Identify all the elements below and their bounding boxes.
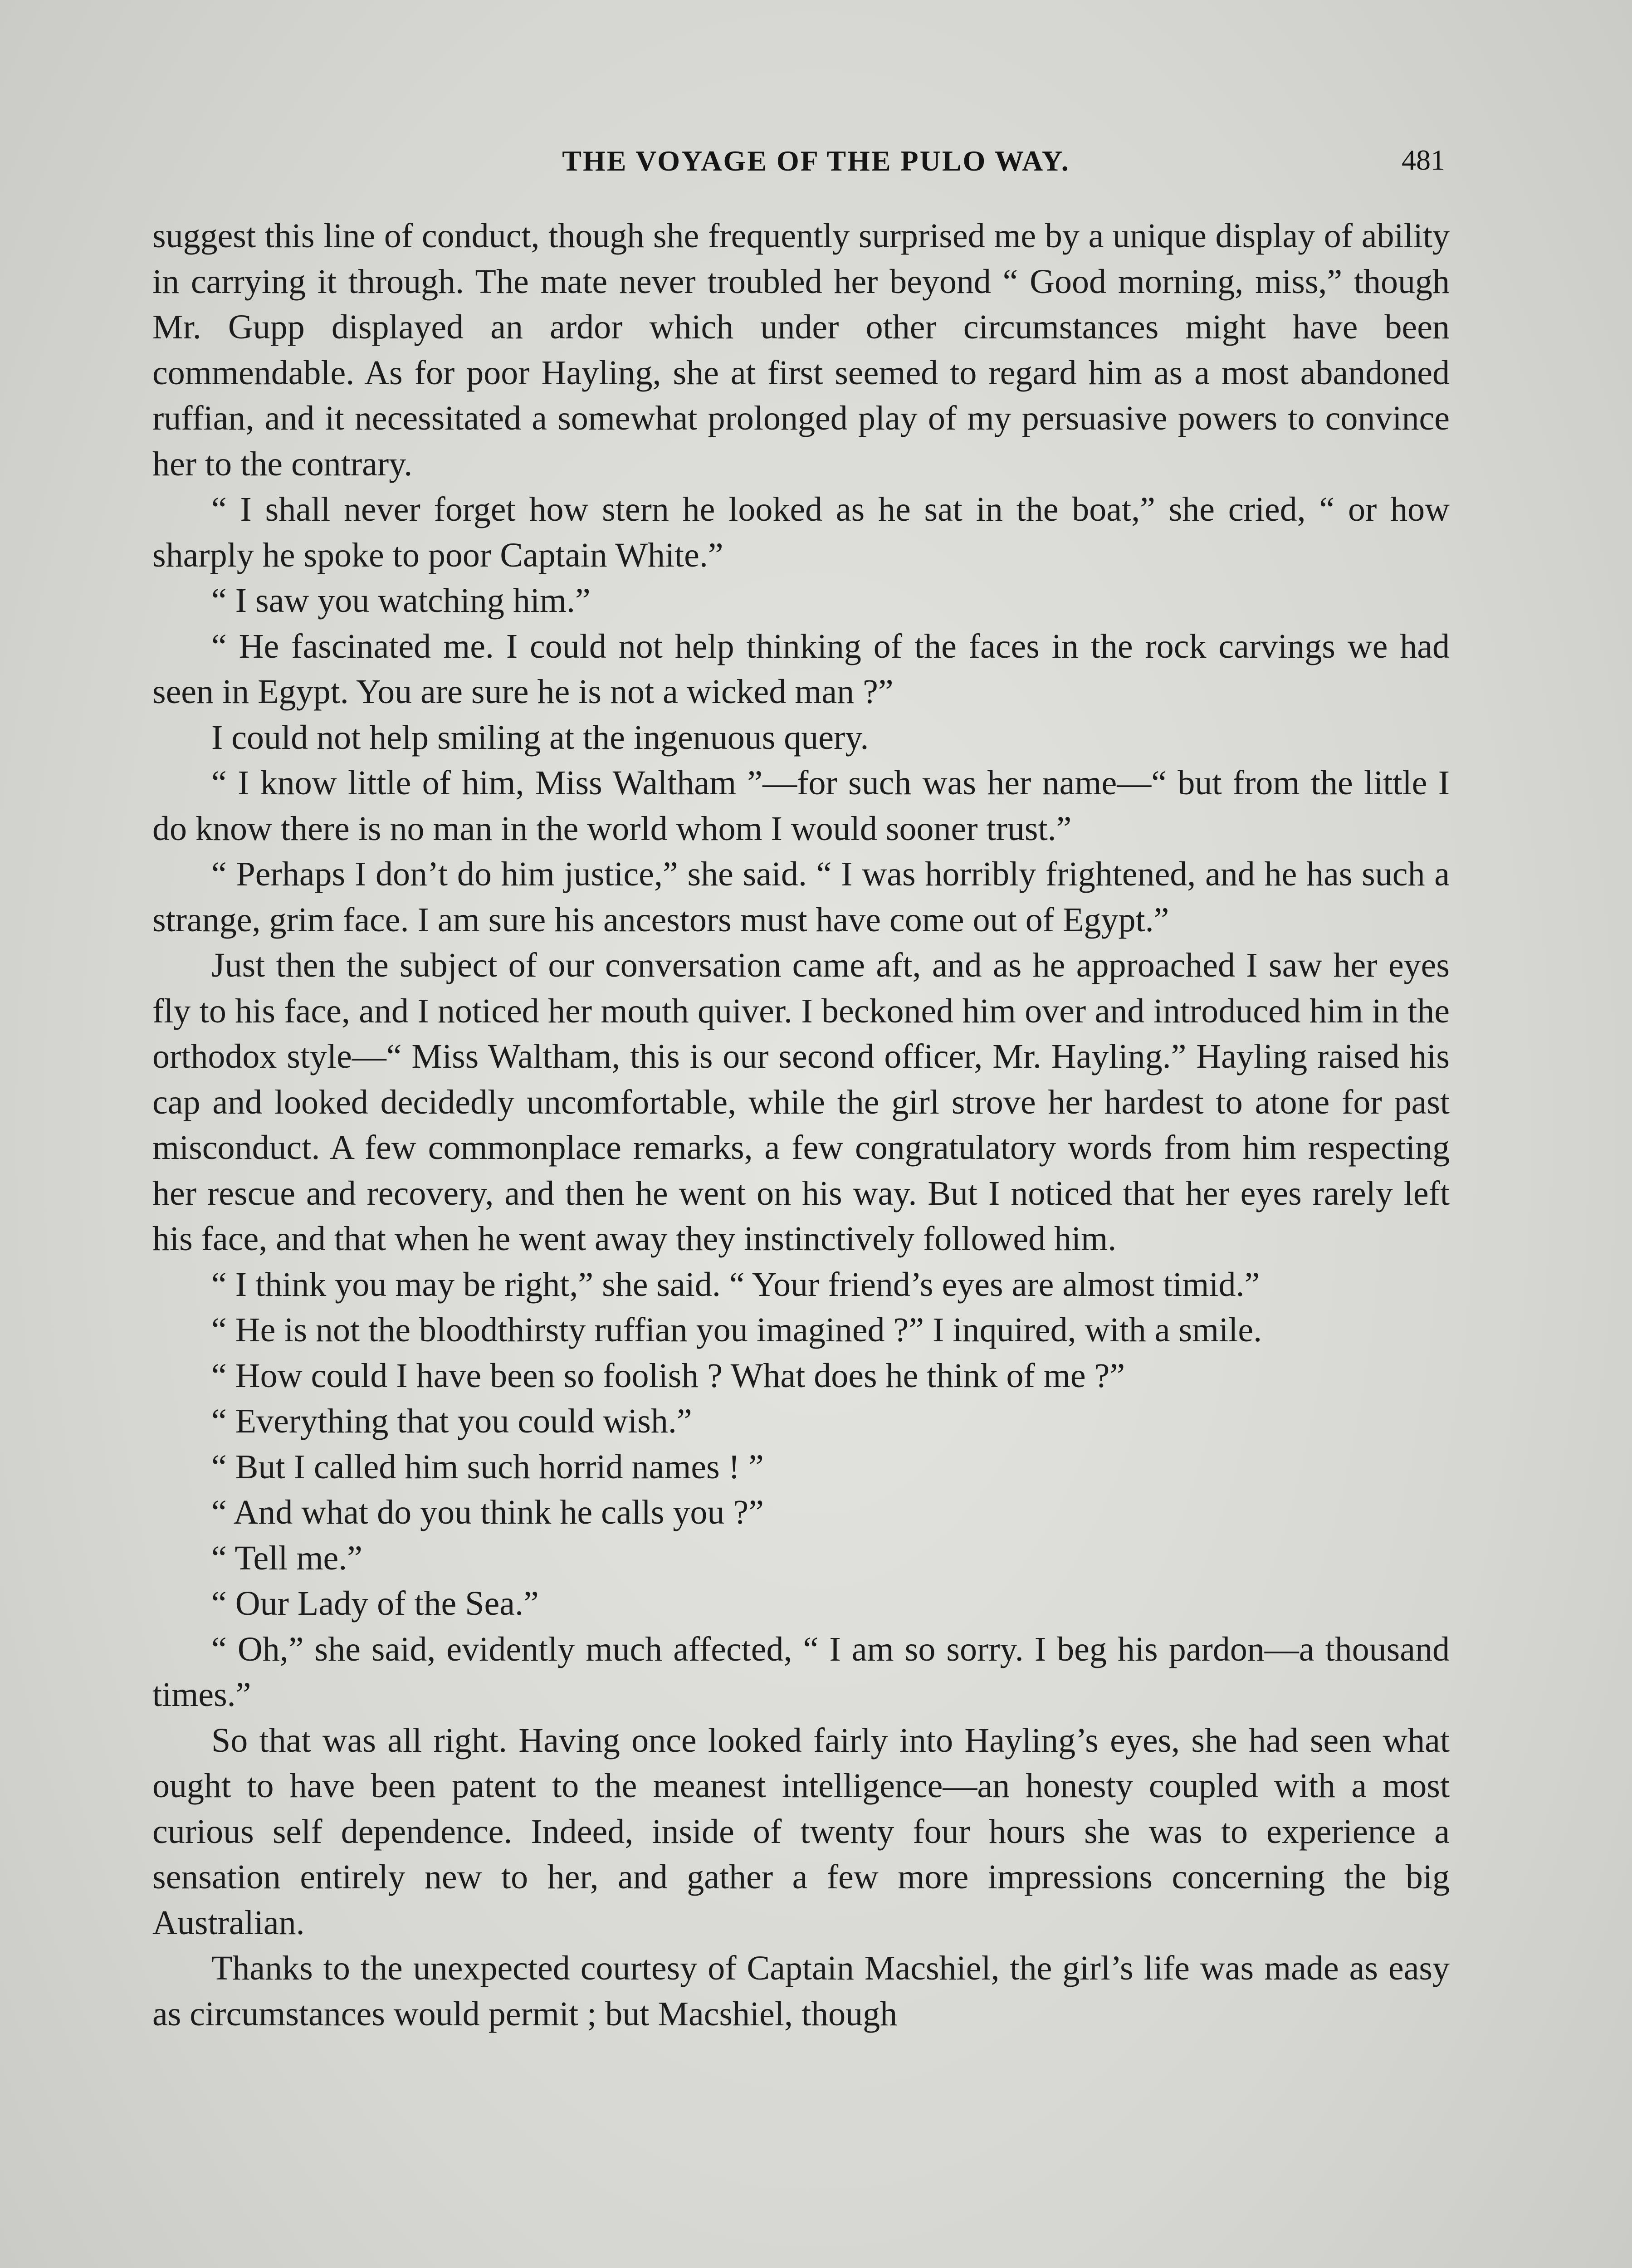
paragraph: “ Our Lady of the Sea.” bbox=[211, 1584, 539, 1623]
paragraph: “ Tell me.” bbox=[211, 1539, 363, 1577]
paragraph: “ I think you may be right,” she said. “ Your friend’s eyes are almost timid.” bbox=[211, 1265, 1260, 1304]
page-number: 481 bbox=[1402, 144, 1445, 176]
paragraph: suggest this line of conduct, though she frequently surprised me by a unique display of ability in carrying it through. The mate never troubled her beyond “ Good morning, miss,” though Mr. Gupp displayed an ardor which under other circumstances might have been commendable. As for poor Hayling, she at first seemed to regard him as a most abandoned ruffian, and it necessitated a somewhat prolonged play of my persuasive powers to convince her to the contrary. bbox=[152, 217, 1450, 483]
paragraph: “ I know little of him, Miss Waltham ”—for such was her name—“ but from the little I do know there is no man in the world whom I would sooner trust.” bbox=[152, 764, 1450, 848]
paragraph: “ He fascinated me. I could not help thinking of the faces in the rock carvings we had seen in Egypt. You are sure he is not a wicked man ?” bbox=[152, 627, 1450, 711]
paragraph: Thanks to the unexpected courtesy of Captain Macshiel, the girl’s life was made as easy as circumstances would permit ; but Macshiel, though bbox=[152, 1949, 1450, 2033]
paragraph: So that was all right. Having once looked fairly into Hayling’s eyes, she had seen what ought to have been patent to the meanest intelligence—an honesty coupled with a most curious self dependence. Indeed, inside of twenty four hours she was to experience a sensation entirely new to her, and gather a few more impressions concerning the big Australian. bbox=[152, 1721, 1450, 1942]
paragraph: “ He is not the bloodthirsty ruffian you imagined ?” I inquired, with a smile. bbox=[211, 1311, 1262, 1349]
paragraph: I could not help smiling at the ingenuous query. bbox=[211, 718, 869, 757]
running-header-title: THE VOYAGE OF THE PULO WAY. bbox=[562, 145, 1070, 177]
paragraph: “ How could I have been so foolish ? What does he think of me ?” bbox=[211, 1356, 1125, 1395]
paragraph: “ Perhaps I don’t do him justice,” she said. “ I was horribly frightened, and he has such a strange, grim face. I am sure his ancestors must have come out of Egypt.” bbox=[152, 855, 1450, 939]
paragraph: “ Oh,” she said, evidently much affected, “ I am so sorry. I beg his pardon—a thousand times.” bbox=[152, 1630, 1450, 1714]
paragraph: “ And what do you think he calls you ?” bbox=[211, 1493, 764, 1531]
paragraph: “ I shall never forget how stern he looked as he sat in the boat,” she cried, “ or how sharply he spoke to poor Captain White.” bbox=[152, 490, 1450, 574]
paragraph: “ Everything that you could wish.” bbox=[211, 1402, 692, 1440]
body-text bbox=[152, 213, 1450, 2037]
paragraph: “ I saw you watching him.” bbox=[211, 582, 591, 620]
paragraph: Just then the subject of our conversation came aft, and as he approached I saw her eyes fly to his face, and I noticed her mouth quiver. I beckoned him over and introduced him in the orthodox style—“ Miss Waltham, this is our second officer, Mr. Hayling.” Hayling raised his cap and looked decidedly uncomfortable, while the girl strove her hardest to atone for past misconduct. A few commonplace remarks, a few congratulatory words from him respecting her rescue and recovery, and then he went on his way. But I noticed that her eyes rarely left his face, and that when he went away they instinctively followed him. bbox=[152, 946, 1450, 1258]
paragraph: “ But I called him such horrid names ! ” bbox=[211, 1447, 764, 1486]
